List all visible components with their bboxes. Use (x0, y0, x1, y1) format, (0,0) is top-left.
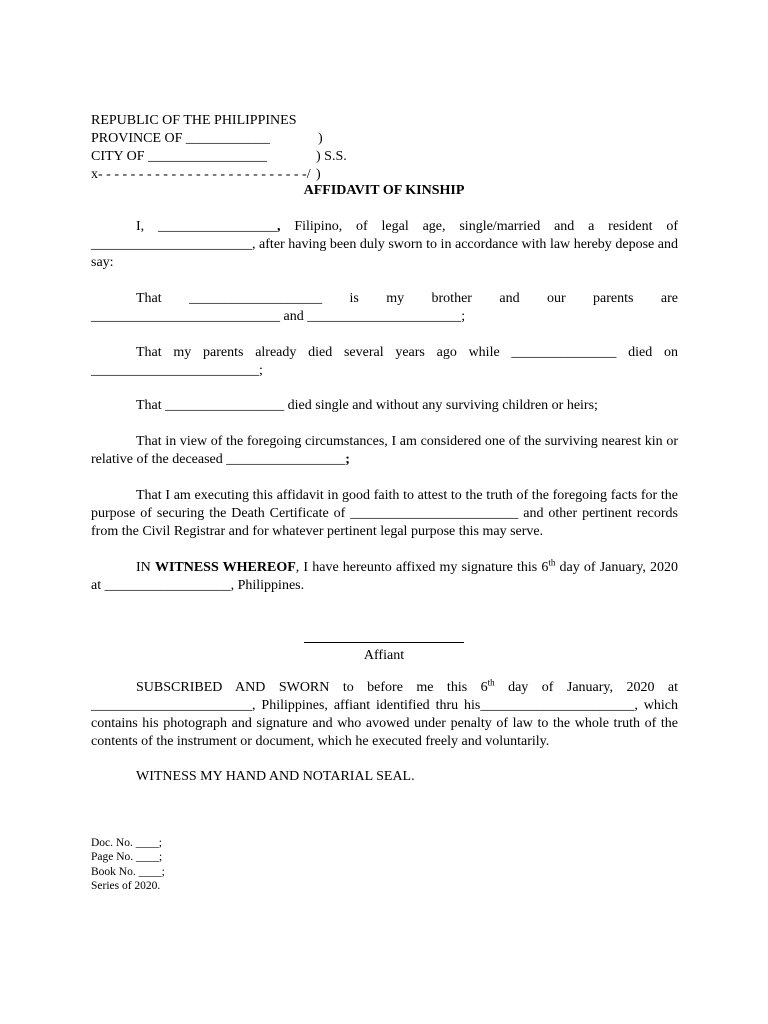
doc-no: Doc. No. ____; (91, 837, 162, 849)
text: I, _________________ (136, 219, 278, 234)
paragraph-brother: That ___________________ is my brother and our parents are ___________________________ and ______________________; (91, 291, 678, 324)
text: IN (136, 560, 155, 575)
paragraph-witness-whereof (91, 559, 678, 595)
affiant-label: Affiant (363, 648, 405, 663)
text: , (277, 219, 281, 234)
caption-city: CITY OF _________________ (91, 149, 268, 164)
signature-line (304, 642, 464, 643)
notarial-register-notes (91, 836, 165, 893)
caption-paren: ) (316, 167, 321, 182)
text: th (487, 677, 495, 688)
caption-republic: REPUBLIC OF THE PHILIPPINES (91, 113, 297, 128)
caption-x-line: x- - - - - - - - - - - - - - - - - - - - - - - - - -/ (91, 167, 311, 182)
text: Filipino, of legal age, single/married and a resident of _______________________, after having been duly sworn to in accordance with law hereby depose and say: (91, 219, 678, 270)
text: WITNESS WHEREOF (154, 560, 296, 575)
text: That in view of the foregoing circumstances, I am considered one of the surviving nearest kin or relative of the deceased _________________ (91, 434, 678, 467)
paragraph-subscribed-sworn (91, 679, 678, 751)
text: ; (345, 452, 350, 467)
paragraph-affiant-intro (91, 218, 678, 272)
text: day of January, 2020 at _______________________, Philippines, affiant identified thru his______________________, which contains his photograph and signature and who avowed under penalty of law to the whole truth of the contents of the instrument or document, which he executed freely and voluntarily. (91, 680, 679, 749)
text: SUBSCRIBED AND SWORN to before me this 6 (136, 680, 488, 695)
caption-province: PROVINCE OF ____________ (91, 131, 270, 146)
book-no: Book No. ____; (91, 865, 165, 878)
paragraph-died-single: That _________________ died single and without any surviving children or heirs; (136, 398, 598, 413)
paragraph-surviving-kin (91, 433, 678, 469)
text: th (548, 557, 556, 568)
paragraph-notarial-seal: WITNESS MY HAND AND NOTARIAL SEAL. (136, 769, 415, 784)
paragraph-parents-died: That my parents already died several years ago while _______________ died on ________________________; (91, 345, 678, 378)
caption-paren: ) (318, 131, 323, 146)
text: day of January, 2020 at __________________, Philippines. (91, 560, 678, 593)
caption-ss: ) S.S. (316, 149, 347, 164)
page-no: Page No. ____; (91, 851, 163, 864)
paragraph-good-faith: That I am executing this affidavit in good faith to attest to the truth of the foregoing facts for the purpose of securing the Death Certificate of ________________________ and other pertinent records from the Civil Registrar and for whatever pertinent legal purpose this may serve. (91, 488, 678, 539)
series: Series of 2020. (91, 879, 161, 892)
text: , I have hereunto affixed my signature this 6 (295, 560, 549, 575)
document-title: AFFIDAVIT OF KINSHIP (303, 183, 465, 198)
